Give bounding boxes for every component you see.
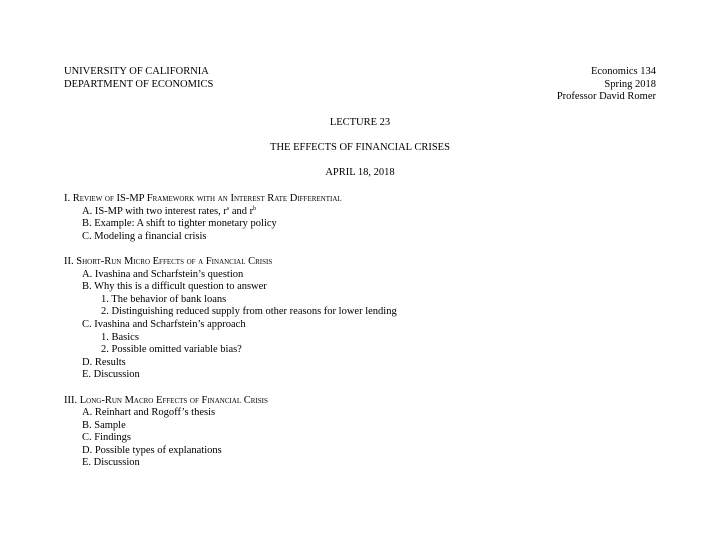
outline-item — [64, 445, 664, 458]
lecture-title: THE EFFECTS OF FINANCIAL CRISES — [270, 142, 450, 153]
section-number: I. — [64, 193, 73, 204]
university-name: UNIVERSITY OF CALIFORNIA — [64, 66, 209, 77]
section-heading — [64, 395, 664, 408]
section-gap — [64, 243, 664, 256]
item-label: B. Sample — [82, 419, 126, 431]
outline-item — [64, 457, 664, 470]
outline-item — [64, 369, 664, 382]
section-title: Review of IS-MP Framework with an Interest Rate Differential — [72, 193, 342, 204]
outline-subitem: 1. Basics — [101, 331, 139, 343]
item-label: A. IS-MP with two interest rates, r — [82, 205, 227, 217]
item-label: C. Modeling a financial crisis — [82, 230, 207, 242]
department-name: DEPARTMENT OF ECONOMICS — [64, 78, 214, 90]
item-label: B. Example: A shift to tighter monetary policy — [82, 218, 277, 230]
item-label: B. Why this is a difficult question to answer — [82, 281, 267, 293]
item-label: C. Ivashina and Scharfstein’s approach — [82, 318, 246, 330]
item-label-continued: and r — [229, 205, 254, 217]
term: Spring 2018 — [604, 78, 656, 90]
section-number: II. — [64, 255, 77, 267]
outline-item — [64, 432, 664, 445]
outline-item — [64, 231, 664, 244]
professor: Professor David Romer — [556, 91, 656, 102]
item-label: D. Results — [82, 356, 126, 368]
item-label: A. Ivashina and Scharfstein’s question — [82, 268, 244, 280]
section-heading — [64, 193, 664, 206]
header-right — [557, 66, 656, 104]
outline-item — [64, 218, 664, 231]
section-number: III. — [64, 394, 80, 406]
section-title: Short-Run Micro Effects of a Financial Crisis — [76, 255, 273, 267]
superscript-s: s — [226, 205, 230, 212]
outline — [64, 193, 664, 470]
outline-subitem: 2. Possible omitted variable bias? — [101, 344, 242, 356]
outline-item — [64, 269, 664, 282]
item-label: E. Discussion — [82, 369, 140, 381]
item-label: A. Reinhart and Rogoff’s thesis — [82, 407, 216, 419]
item-label: C. Findings — [82, 432, 132, 444]
item-label: D. Possible types of explanations — [82, 444, 222, 456]
lecture-date: APRIL 18, 2018 — [325, 167, 395, 178]
superscript-b: b — [253, 205, 257, 212]
lecture-number: LECTURE 23 — [329, 117, 391, 128]
course-number: Economics 134 — [590, 66, 656, 77]
outline-item — [64, 206, 664, 219]
header-left — [64, 66, 213, 91]
section-heading — [64, 256, 664, 269]
outline-item — [64, 357, 664, 370]
outline-item — [64, 420, 664, 433]
outline-item — [64, 281, 664, 294]
outline-item — [64, 319, 664, 332]
section-title: Long-Run Macro Effects of Financial Crisis — [79, 394, 268, 406]
outline-subitem: 2. Distinguishing reduced supply from other reasons for lower lending — [101, 306, 397, 318]
outline-subitem: 1. The behavior of bank loans — [101, 293, 227, 305]
outline-item — [64, 407, 664, 420]
section-gap — [64, 382, 664, 395]
item-label: E. Discussion — [82, 457, 140, 469]
